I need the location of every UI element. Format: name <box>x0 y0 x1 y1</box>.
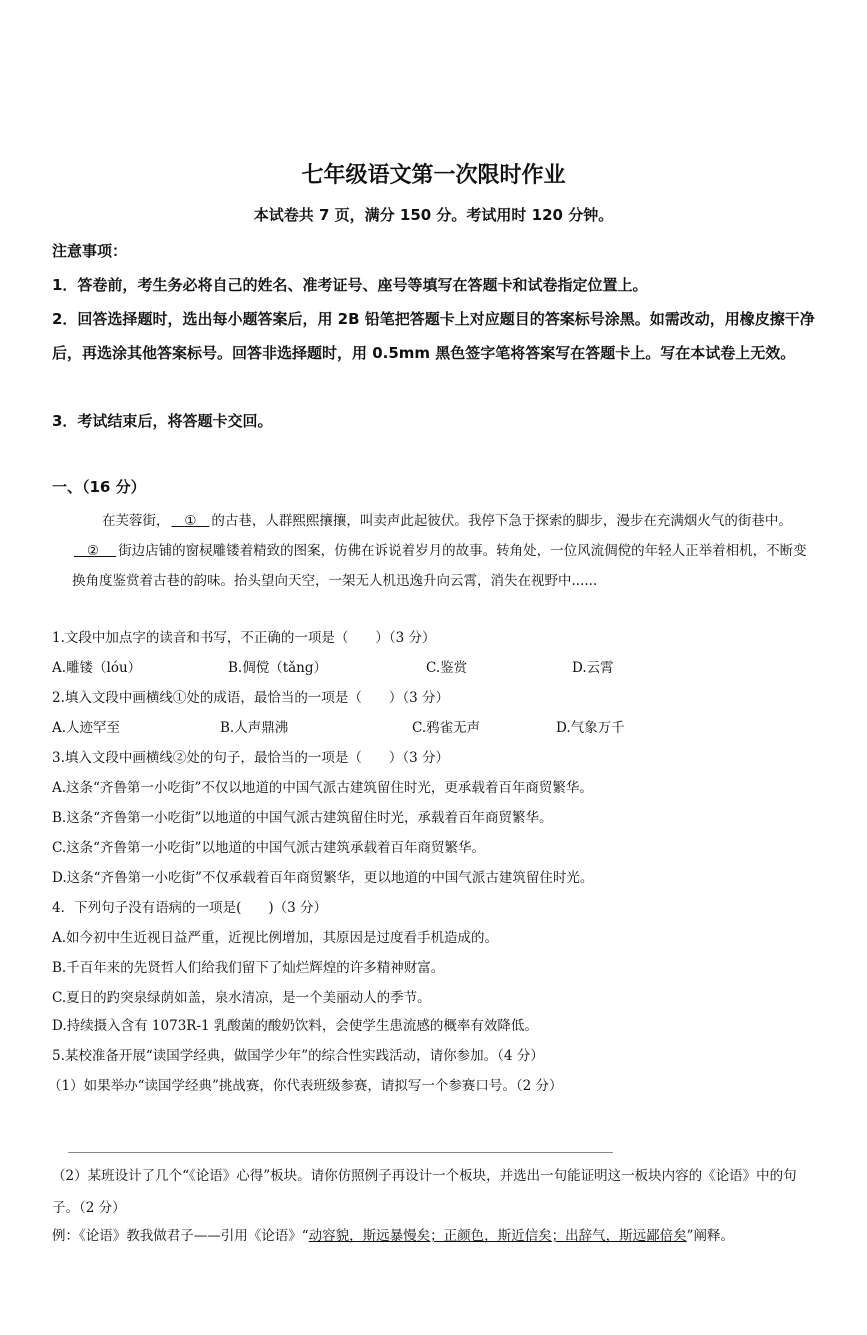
section-1-heading: 一、（16 分） <box>52 478 146 496</box>
question-2-options <box>52 718 822 738</box>
question-5-stem: 5.某校准备开展“读国学经典，做国学少年”的综合性实践活动，请你参加。（4 分） <box>52 1048 544 1064</box>
notice-heading: 注意事项： <box>52 242 128 260</box>
question-4-option-a: A.如今初中生近视日益严重，近视比例增加，其原因是过度看手机造成的。 <box>52 930 499 946</box>
option-d: D.云霄 <box>572 660 614 676</box>
notice-item-2: 2．回答选择题时，选出每小题答案后，用 2B 铅笔把答题卡上对应题目的答案标号涂黑。如需改动，用橡皮擦干净后，再选涂其他答案标号。回答非选择题时，用 0.5mm 黑色签字笔将答案写在答题卡上。写在本试卷上无效。 <box>52 310 815 362</box>
passage-part-3: 街边店铺的窗棂雕镂着精致的图案，仿佛在诉说着岁月的故事。转角处，一位风流倜傥的年轻人正举着相机，不断变换角度鉴赏着古巷的韵味。抬头望向天空，一架无人机迅逸升向云霄，消失在视野中...... <box>72 543 807 589</box>
example-suffix: ”阐释。 <box>686 1228 735 1244</box>
question-4-option-c: C.夏日的趵突泉绿荫如盖，泉水清凉，是一个美丽动人的季节。 <box>52 990 431 1006</box>
page-title: 七年级语文第一次限时作业 <box>301 163 566 188</box>
notice-item-3: 3．考试结束后，将答题卡交回。 <box>52 412 273 430</box>
question-3-option-b: B.这条“齐鲁第一小吃街”以地道的中国气派古建筑留住时光，承载着百年商贸繁华。 <box>52 810 553 826</box>
question-5-sub-1: （1）如果举办“读国学经典”挑战赛，你代表班级参赛，请拟写一个参赛口号。（2 分） <box>48 1078 563 1094</box>
passage-part-2: 的古巷，人群熙熙攘攘，叫卖声此起彼伏。我停下急于探索的脚步，漫步在充满烟火气的街巷中。 <box>211 513 792 529</box>
question-3-option-c: C.这条“齐鲁第一小吃街”以地道的中国气派古建筑承载着百年商贸繁华。 <box>52 840 485 856</box>
answer-line[interactable] <box>68 1152 613 1153</box>
page-subtitle: 本试卷共 7 页，满分 150 分。考试用时 120 分钟。 <box>253 206 614 224</box>
question-2-stem: 2.填入文段中画横线①处的成语，最恰当的一项是（ ）（3 分） <box>52 690 450 706</box>
question-5-example <box>52 1220 822 1252</box>
question-4-option-b: B.千百年来的先贤哲人们给我们留下了灿烂辉煌的许多精神财富。 <box>52 960 445 976</box>
option-b: B.人声鼎沸 <box>220 720 289 736</box>
option-b: B.倜傥（tǎng） <box>228 660 328 676</box>
option-a: A.人迹罕至 <box>52 720 121 736</box>
passage-part-1: 在芙蓉街， <box>102 513 170 529</box>
notice-item-1: 1．答卷前，考生务必将自己的姓名、准考证号、座号等填写在答题卡和试卷指定位置上。 <box>52 276 648 294</box>
option-a: A.雕镂（lóu） <box>52 660 142 676</box>
passage-blank-2: ② <box>86 543 99 559</box>
question-5-sub-2: （2）某班设计了几个“《论语》心得”板块。请你仿照例子再设计一个板块，并选出一句能证明这一板块内容的《论语》中的句子。（2 分） <box>52 1168 797 1216</box>
question-4-option-d: D.持续摄入含有 1073R-1 乳酸菌的酸奶饮料，会使学生患流感的概率有效降低。 <box>52 1018 538 1034</box>
option-c: C.鉴赏 <box>426 660 468 676</box>
passage-blank-1: ① <box>184 513 197 529</box>
question-1-stem: 1.文段中加点字的读音和书写，不正确的一项是（ ）（3 分） <box>52 630 436 646</box>
question-3-option-a: A.这条“齐鲁第一小吃街”不仅以地道的中国气派古建筑留住时光，更承载着百年商贸繁华。 <box>52 780 593 796</box>
question-3-stem: 3.填入文段中画横线②处的句子，最恰当的一项是（ ）（3 分） <box>52 750 450 766</box>
example-prefix: 例：《论语》教我做君子——引用《论语》“ <box>52 1228 309 1244</box>
question-4-stem: 4．下列句子没有语病的一项是( )（3 分） <box>52 900 328 916</box>
reading-passage <box>72 506 818 596</box>
option-c: C.鸦雀无声 <box>412 720 481 736</box>
example-quote: 动容貌，斯远暴慢矣；正颜色，斯近信矣；出辞气，斯远鄙倍矣 <box>308 1228 687 1244</box>
option-d: D.气象万千 <box>556 720 625 736</box>
question-1-options <box>52 658 822 678</box>
question-3-option-d: D.这条“齐鲁第一小吃街”不仅承载着百年商贸繁华，更以地道的中国气派古建筑留住时光。 <box>52 870 594 886</box>
